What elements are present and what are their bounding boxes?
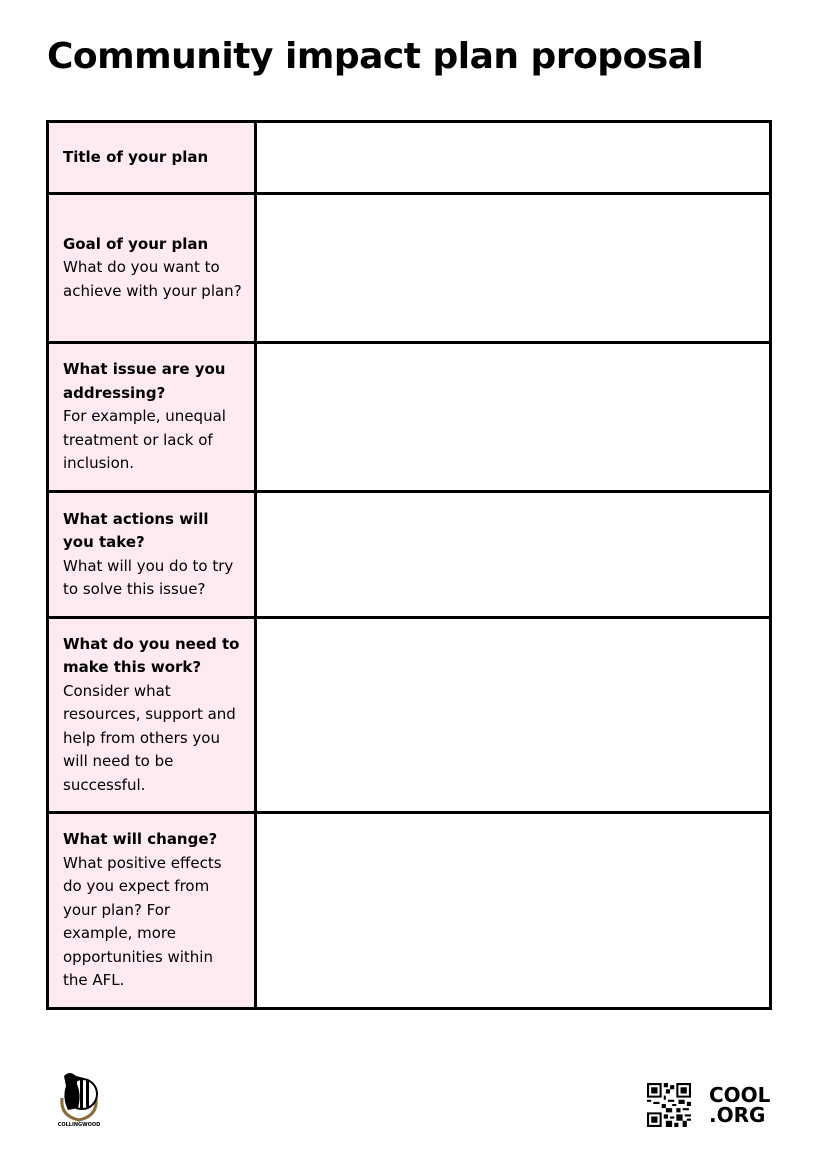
cool-org-logo — [709, 1085, 770, 1125]
qr-code-icon[interactable] — [647, 1083, 691, 1127]
row-description: What will you do to try to solve this issue? — [63, 556, 234, 598]
cool-logo-line1: COOL — [709, 1083, 771, 1107]
row-heading: What do you need to make this work? — [63, 634, 240, 677]
row-description: For example, unequal treatment or lack of inclusion. — [63, 407, 226, 473]
row-input-cell[interactable] — [256, 194, 771, 343]
row-label — [48, 343, 256, 492]
row-input-cell[interactable] — [256, 122, 771, 194]
title-answer-field[interactable] — [257, 125, 769, 191]
row-input-cell[interactable] — [256, 813, 771, 1009]
row-heading: What will change? — [63, 830, 218, 849]
row-title — [48, 122, 771, 194]
row-description: What positive effects do you expect from your plan? For example, more opportunities within the AFL. — [63, 853, 222, 990]
change-answer-field[interactable] — [257, 816, 769, 1006]
row-heading: Title of your plan — [63, 147, 209, 166]
row-label — [48, 618, 256, 813]
row-heading: Goal of your plan — [63, 234, 209, 253]
magpie-icon — [54, 1068, 104, 1128]
goal-answer-field[interactable] — [257, 197, 769, 340]
row-description: What do you want to achieve with your plan? — [63, 258, 242, 300]
plan-proposal-table — [46, 120, 772, 1010]
row-input-cell[interactable] — [256, 492, 771, 618]
row-actions — [48, 492, 771, 618]
issue-answer-field[interactable] — [257, 346, 769, 489]
row-heading: What actions will you take? — [63, 509, 209, 551]
needs-answer-field[interactable] — [257, 621, 769, 810]
row-input-cell[interactable] — [256, 618, 771, 813]
row-needs — [48, 618, 771, 813]
row-label — [48, 194, 256, 343]
row-label — [48, 492, 256, 618]
row-input-cell[interactable] — [256, 343, 771, 492]
page-title: Community impact plan proposal — [47, 36, 704, 77]
svg-text:COLLINGWOOD: COLLINGWOOD — [57, 1122, 101, 1128]
row-issue — [48, 343, 771, 492]
row-label — [48, 813, 256, 1009]
footer-logos — [647, 1083, 770, 1127]
collingwood-logo — [54, 1068, 104, 1128]
row-goal — [48, 194, 771, 343]
row-label — [48, 122, 256, 194]
row-change — [48, 813, 771, 1009]
row-description: Consider what resources, support and help from others you will need to be successful. — [63, 681, 236, 794]
row-heading: What issue are you addressing? — [63, 360, 236, 402]
actions-answer-field[interactable] — [257, 495, 769, 615]
cool-logo-line2: .ORG — [709, 1103, 766, 1127]
